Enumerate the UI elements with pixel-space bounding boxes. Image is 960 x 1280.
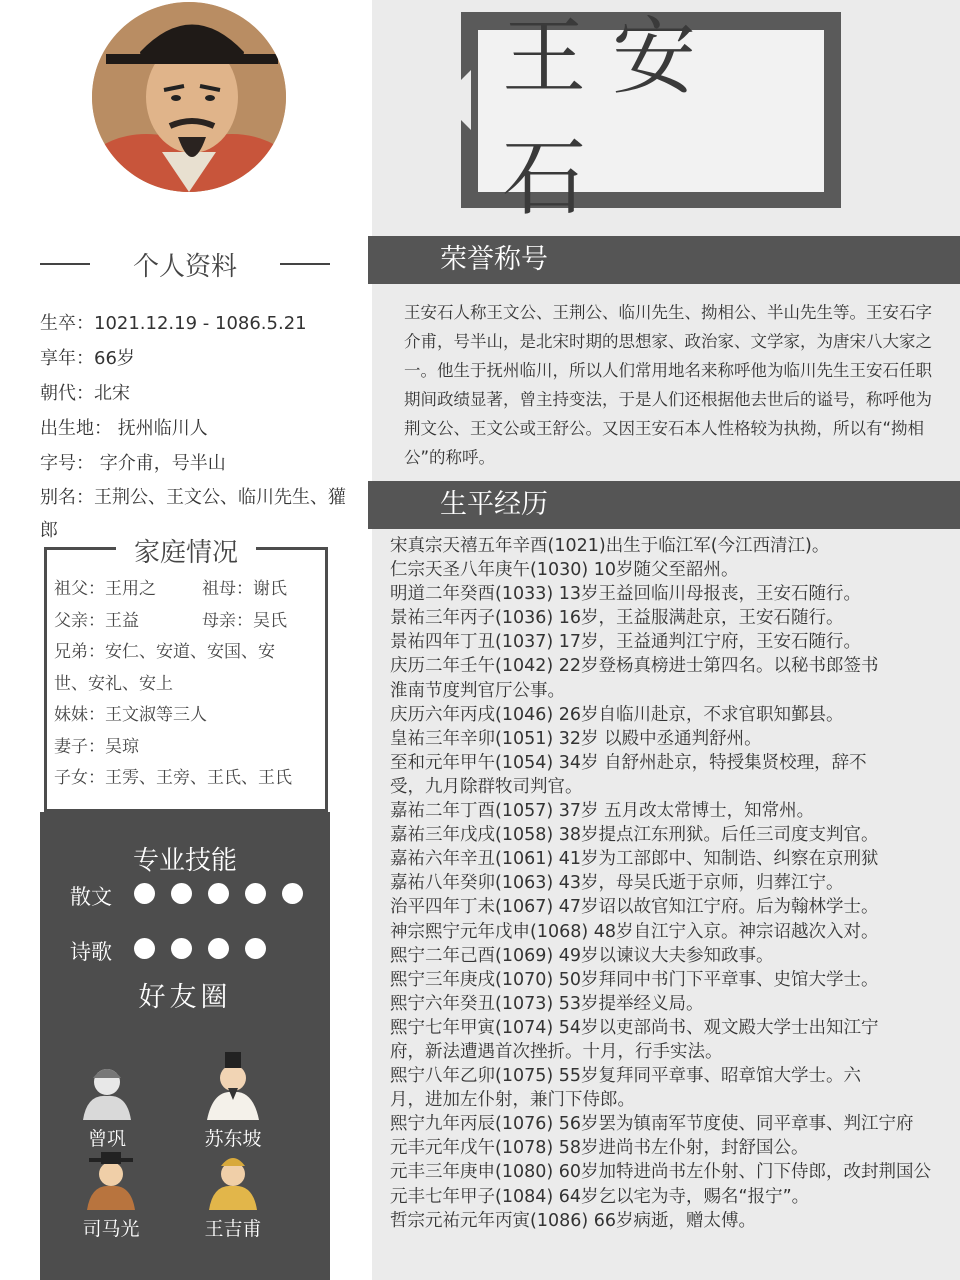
friend-avatar-icon bbox=[203, 1050, 263, 1120]
career-line: 宋真宗天禧五年辛酉(1021)出生于临江军(今江西清江)。 bbox=[390, 536, 830, 556]
rating-dot-icon bbox=[134, 938, 155, 959]
skill-label: 诗歌 bbox=[70, 940, 112, 964]
family-row bbox=[54, 763, 324, 795]
honor-header: 荣誉称号 bbox=[368, 236, 960, 284]
honor-text: 王安石人称王文公、王荆公、临川先生、拗相公、半山先生等。王安石字介甫，号半山，是北宋时期的思想家、政治家、文学家，为唐宋八大家之一。他生于抚州临川，所以人们常用地名来称呼他为临川先生王安石任职期间政绩显著，曾主持变法，于是人们还根据他去世后的谥号，称呼他为荆文公、王文公或王舒公。又因王安石本人性格较为执拗，所以有“拗相公”的称呼。 bbox=[404, 303, 932, 467]
divider bbox=[280, 263, 330, 265]
rating-dot-icon bbox=[282, 883, 303, 904]
career-line: 熙宁九年丙辰(1076) 56岁罢为镇南军节度使、同平章事、判江宁府 bbox=[390, 1114, 914, 1135]
family-member: 世、安礼、安上 bbox=[54, 673, 173, 694]
skill-prose bbox=[70, 876, 319, 916]
friend-name: 司马光 bbox=[82, 1218, 140, 1240]
portrait-image bbox=[92, 2, 286, 192]
family-row bbox=[54, 606, 324, 638]
career-line: 受，九月除群牧司判官。 bbox=[390, 776, 583, 797]
friend-sima-guang bbox=[66, 1148, 156, 1241]
family-member: 母亲：吴氏 bbox=[202, 610, 287, 631]
family-member: 妻子：吴琼 bbox=[54, 736, 139, 757]
career-line: 元丰三年庚申(1080) 60岁加特进尚书左仆射、门下侍郎，改封荆国公 bbox=[390, 1162, 932, 1183]
career-line: 嘉祐三年戊戌(1058) 38岁提点江东刑狱。后任三司度支判官。 bbox=[390, 825, 879, 846]
career-line: 元丰七年甲子(1084) 64岁乞以宅为寺，赐名“报宁”。 bbox=[390, 1186, 810, 1207]
divider bbox=[40, 263, 90, 265]
rating-dot-icon bbox=[134, 883, 155, 904]
family-member: 兄弟：安仁、安道、安国、安 bbox=[54, 642, 275, 662]
profile-title: 个人资料 bbox=[132, 251, 237, 282]
career-line: 明道二年癸酉(1033) 13岁王益回临川母报丧，王安石随行。 bbox=[390, 584, 862, 605]
dynasty: 朝代：北宋 bbox=[40, 383, 130, 404]
family-title: 家庭情况 bbox=[133, 538, 238, 568]
rating-dot-icon bbox=[245, 883, 266, 904]
career-line: 哲宗元祐元年丙寅(1086) 66岁病逝，赠太傅。 bbox=[390, 1210, 757, 1231]
career-line: 至和元年甲午(1054) 34岁 自舒州赴京，特授集贤校理，辞不 bbox=[390, 752, 867, 773]
rating-dot-icon bbox=[245, 938, 266, 959]
person-name: 王安石 bbox=[502, 8, 723, 227]
friend-wang-jifu bbox=[188, 1148, 278, 1241]
rating-dot-icon bbox=[171, 883, 192, 904]
family-member: 祖母：谢氏 bbox=[202, 579, 287, 599]
career-line: 熙宁二年己酉(1069) 49岁以谏议大夫参知政事。 bbox=[390, 945, 774, 966]
career-line: 熙宁三年庚戌(1070) 50岁拜同中书门下平章事、史馆大学士。 bbox=[390, 969, 879, 990]
friend-avatar-icon bbox=[77, 1058, 137, 1120]
career-line: 皇祐三年辛卯(1051) 32岁 以殿中丞通判舒州。 bbox=[390, 728, 762, 749]
career-line: 仁宗天圣八年庚午(1030) 10岁随父至韶州。 bbox=[390, 560, 739, 581]
career-line: 庆历六年丙戌(1046) 26岁自临川赴京，不求官职知鄞县。 bbox=[390, 704, 844, 725]
friend-name: 苏东坡 bbox=[204, 1128, 262, 1150]
career-list bbox=[390, 534, 956, 1233]
family-row bbox=[54, 669, 324, 701]
rating-dot-icon bbox=[208, 938, 229, 959]
divider bbox=[256, 547, 328, 550]
career-line: 府，新法遭遇首次挫折。十月，行手实法。 bbox=[390, 1041, 723, 1062]
career-line: 嘉祐八年癸卯(1063) 43岁，母吴氏逝于京师，归葬江宁。 bbox=[390, 873, 844, 894]
friend-avatar-icon bbox=[203, 1148, 263, 1210]
career-line: 庆历二年壬午(1042) 22岁登杨真榜进士第四名。以秘书郎签书 bbox=[390, 656, 879, 677]
friend-zeng-gong bbox=[62, 1058, 152, 1151]
skill-label: 散文 bbox=[70, 885, 112, 909]
profile-header bbox=[40, 244, 330, 284]
career-line: 景祐三年丙子(1036) 16岁，王益服满赴京，王安石随行。 bbox=[390, 608, 844, 629]
friend-su-dongpo bbox=[188, 1050, 278, 1151]
career-line: 熙宁七年甲寅(1074) 54岁以吏部尚书、观文殿大学士出知江宁 bbox=[390, 1017, 879, 1038]
friend-name: 王吉甫 bbox=[204, 1218, 262, 1240]
skill-rating bbox=[134, 938, 282, 964]
friends-title: 好友圈 bbox=[138, 982, 232, 1013]
career-line: 治平四年丁未(1067) 47岁诏以故官知江宁府。后为翰林学士。 bbox=[390, 897, 879, 918]
divider bbox=[44, 547, 116, 550]
career-line: 熙宁八年乙卯(1075) 55岁复拜同平章事、昭章馆大学士。六 bbox=[390, 1066, 862, 1087]
career-line: 景祐四年丁丑(1037) 17岁，王益通判江宁府，王安石随行。 bbox=[390, 632, 862, 653]
skill-poetry bbox=[70, 931, 282, 971]
family-member: 祖父：王用之 bbox=[54, 579, 156, 599]
family-list bbox=[54, 574, 324, 795]
career-line: 嘉祐二年丁酉(1057) 37岁 五月改太常博士，知常州。 bbox=[390, 801, 815, 822]
career-line: 神宗熙宁元年戊申(1068) 48岁自江宁入京。神宗诏越次入对。 bbox=[390, 921, 879, 942]
age: 享年：66岁 bbox=[40, 348, 135, 369]
rating-dot-icon bbox=[171, 938, 192, 959]
family-row bbox=[54, 574, 324, 606]
friend-avatar-icon bbox=[81, 1148, 141, 1210]
family-member: 子女：王雱、王旁、王氏、王氏 bbox=[54, 768, 292, 788]
rating-dot-icon bbox=[208, 883, 229, 904]
career-line: 淮南节度判官厅公事。 bbox=[390, 680, 565, 701]
career-line: 元丰元年戊午(1078) 58岁进尚书左仆射，封舒国公。 bbox=[390, 1138, 809, 1159]
family-member: 父亲：王益 bbox=[54, 610, 139, 631]
skills-title: 专业技能 bbox=[132, 846, 237, 876]
family-row bbox=[54, 700, 324, 732]
profile-list bbox=[40, 306, 362, 547]
courtesy-name: 字号： 字介甫，号半山 bbox=[40, 453, 226, 474]
career-header: 生平经历 bbox=[368, 481, 960, 529]
plaque-notch bbox=[441, 70, 471, 130]
career-line: 嘉祐六年辛丑(1061) 41岁为工部郎中、知制诰、纠察在京刑狱 bbox=[390, 849, 879, 870]
career-line: 月，进加左仆射，兼门下侍郎。 bbox=[390, 1090, 635, 1111]
birth-death: 生卒：1021.12.19 - 1086.5.21 bbox=[40, 313, 307, 334]
family-row bbox=[54, 732, 324, 764]
aliases: 别名：王荆公、王文公、临川先生、獾郎 bbox=[40, 487, 346, 541]
family-member: 妹妹：王文淑等三人 bbox=[54, 705, 207, 725]
skill-rating bbox=[134, 883, 319, 909]
career-line: 熙宁六年癸丑(1073) 53岁提举经义局。 bbox=[390, 993, 704, 1014]
birthplace: 出生地： 抚州临川人 bbox=[40, 418, 208, 439]
family-row bbox=[54, 637, 324, 669]
friend-name: 曾巩 bbox=[87, 1128, 126, 1150]
